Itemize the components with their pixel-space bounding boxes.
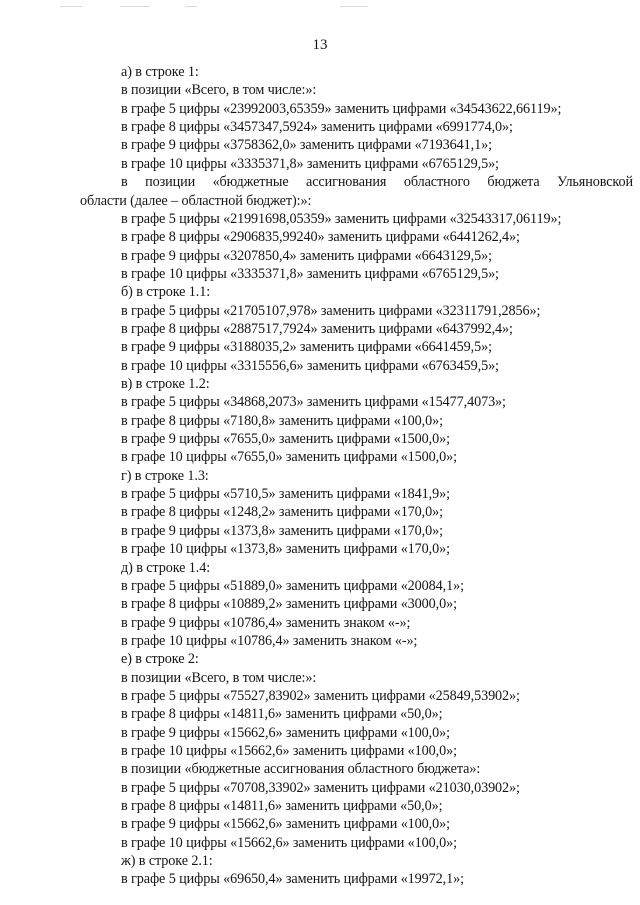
list-item-heading: д) в строке 1.4:: [121, 559, 211, 576]
list-item-heading: а) в строке 1:: [121, 64, 199, 80]
list-item-heading: г) в строке 1.3:: [121, 467, 209, 484]
list-item-heading: в) в строке 1.2:: [121, 376, 210, 392]
position-heading: в позиции «бюджетные ассигнования областного бюджета Ульяновской: [121, 174, 633, 191]
amendment-line: в графе 9 цифры «3188035,2» заменить цифрами «6641459,5»;: [121, 339, 492, 356]
amendment-line: в графе 5 цифры «21705107,978» заменить цифрами «32311791,2856»;: [121, 302, 541, 319]
position-heading: в позиции «Всего, в том числе:»:: [121, 82, 317, 99]
amendment-line: в графе 5 цифры «21991698,05359» заменить цифрами «32543317,06119»;: [121, 210, 562, 227]
page-number: 13: [312, 37, 328, 53]
amendment-line: в графе 5 цифры «5710,5» заменить цифрами «1841,9»;: [121, 486, 450, 503]
list-item-heading: б) в строке 1.1:: [121, 284, 211, 301]
amendment-line: в графе 9 цифры «1373,8» заменить цифрами «170,0»;: [121, 522, 443, 539]
list-item-heading: е) в строке 2:: [121, 651, 199, 668]
list-item-heading: ж) в строке 2.1:: [121, 853, 213, 870]
amendment-line: в графе 9 цифры «10786,4» заменить знаком «-»;: [121, 614, 411, 631]
amendment-line: в графе 10 цифры «15662,6» заменить цифрами «100,0»;: [121, 743, 457, 759]
amendment-line: в графе 9 цифры «3207850,4» заменить цифрами «6643129,5»;: [121, 247, 492, 264]
scan-artifact: [185, 6, 197, 7]
amendment-line: в графе 8 цифры «2906835,99240» заменить цифрами «6441262,4»;: [121, 229, 520, 246]
amendment-line: в графе 5 цифры «34868,2073» заменить цифрами «15477,4073»;: [121, 394, 506, 411]
amendment-line: в графе 8 цифры «3457347,5924» заменить цифрами «6991774,0»;: [121, 119, 513, 136]
amendment-line: в графе 8 цифры «2887517,7924» заменить цифрами «6437992,4»;: [121, 320, 513, 337]
amendment-line: в графе 9 цифры «15662,6» заменить цифрами «100,0»;: [121, 816, 450, 833]
position-heading: в позиции «Всего, в том числе:»:: [121, 669, 317, 686]
amendment-line: в графе 5 цифры «70708,33902» заменить цифрами «21030,03902»;: [121, 779, 520, 796]
amendment-line: в графе 10 цифры «3315556,6» заменить цифрами «6763459,5»;: [121, 357, 499, 374]
amendment-line: в графе 8 цифры «10889,2» заменить цифрами «3000,0»;: [121, 596, 457, 613]
amendment-line: в графе 9 цифры «3758362,0» заменить цифрами «7193641,1»;: [121, 137, 492, 154]
amendment-line: в графе 8 цифры «14811,6» заменить цифрами «50,0»;: [121, 798, 443, 814]
scan-artifact: [120, 6, 150, 7]
position-heading: в позиции «бюджетные ассигнования областного бюджета»:: [121, 761, 481, 778]
amendment-line: в графе 5 цифры «69650,4» заменить цифрами «19972,1»;: [121, 871, 464, 888]
scan-artifact: [60, 6, 82, 7]
amendment-line: в графе 8 цифры «1248,2» заменить цифрами «170,0»;: [121, 504, 443, 521]
amendment-line: в графе 9 цифры «15662,6» заменить цифрами «100,0»;: [121, 724, 450, 741]
amendment-line: в графе 10 цифры «7655,0» заменить цифрами «1500,0»;: [121, 449, 457, 466]
amendment-line: в графе 10 цифры «1373,8» заменить цифрами «170,0»;: [121, 541, 450, 558]
amendment-line: в графе 8 цифры «14811,6» заменить цифрами «50,0»;: [121, 706, 443, 723]
amendment-line: в графе 9 цифры «7655,0» заменить цифрами «1500,0»;: [121, 431, 450, 447]
scan-artifact: [340, 6, 368, 7]
amendment-line: в графе 10 цифры «3335371,8» заменить цифрами «6765129,5»;: [121, 155, 499, 172]
amendment-line: в графе 10 цифры «10786,4» заменить знаком «-»;: [121, 632, 418, 649]
amendment-line: в графе 10 цифры «3335371,8» заменить цифрами «6765129,5»;: [121, 265, 499, 282]
position-heading-continuation: области (далее – областной бюджет):»:: [80, 192, 312, 209]
amendment-line: в графе 8 цифры «7180,8» заменить цифрами «100,0»;: [121, 412, 443, 429]
amendment-line: в графе 5 цифры «51889,0» заменить цифрами «20084,1»;: [121, 577, 464, 594]
amendment-line: в графе 10 цифры «15662,6» заменить цифрами «100,0»;: [121, 834, 457, 851]
amendment-line: в графе 5 цифры «23992003,65359» заменить цифрами «34543622,66119»;: [121, 100, 562, 117]
amendment-line: в графе 5 цифры «75527,83902» заменить цифрами «25849,53902»;: [121, 687, 520, 704]
